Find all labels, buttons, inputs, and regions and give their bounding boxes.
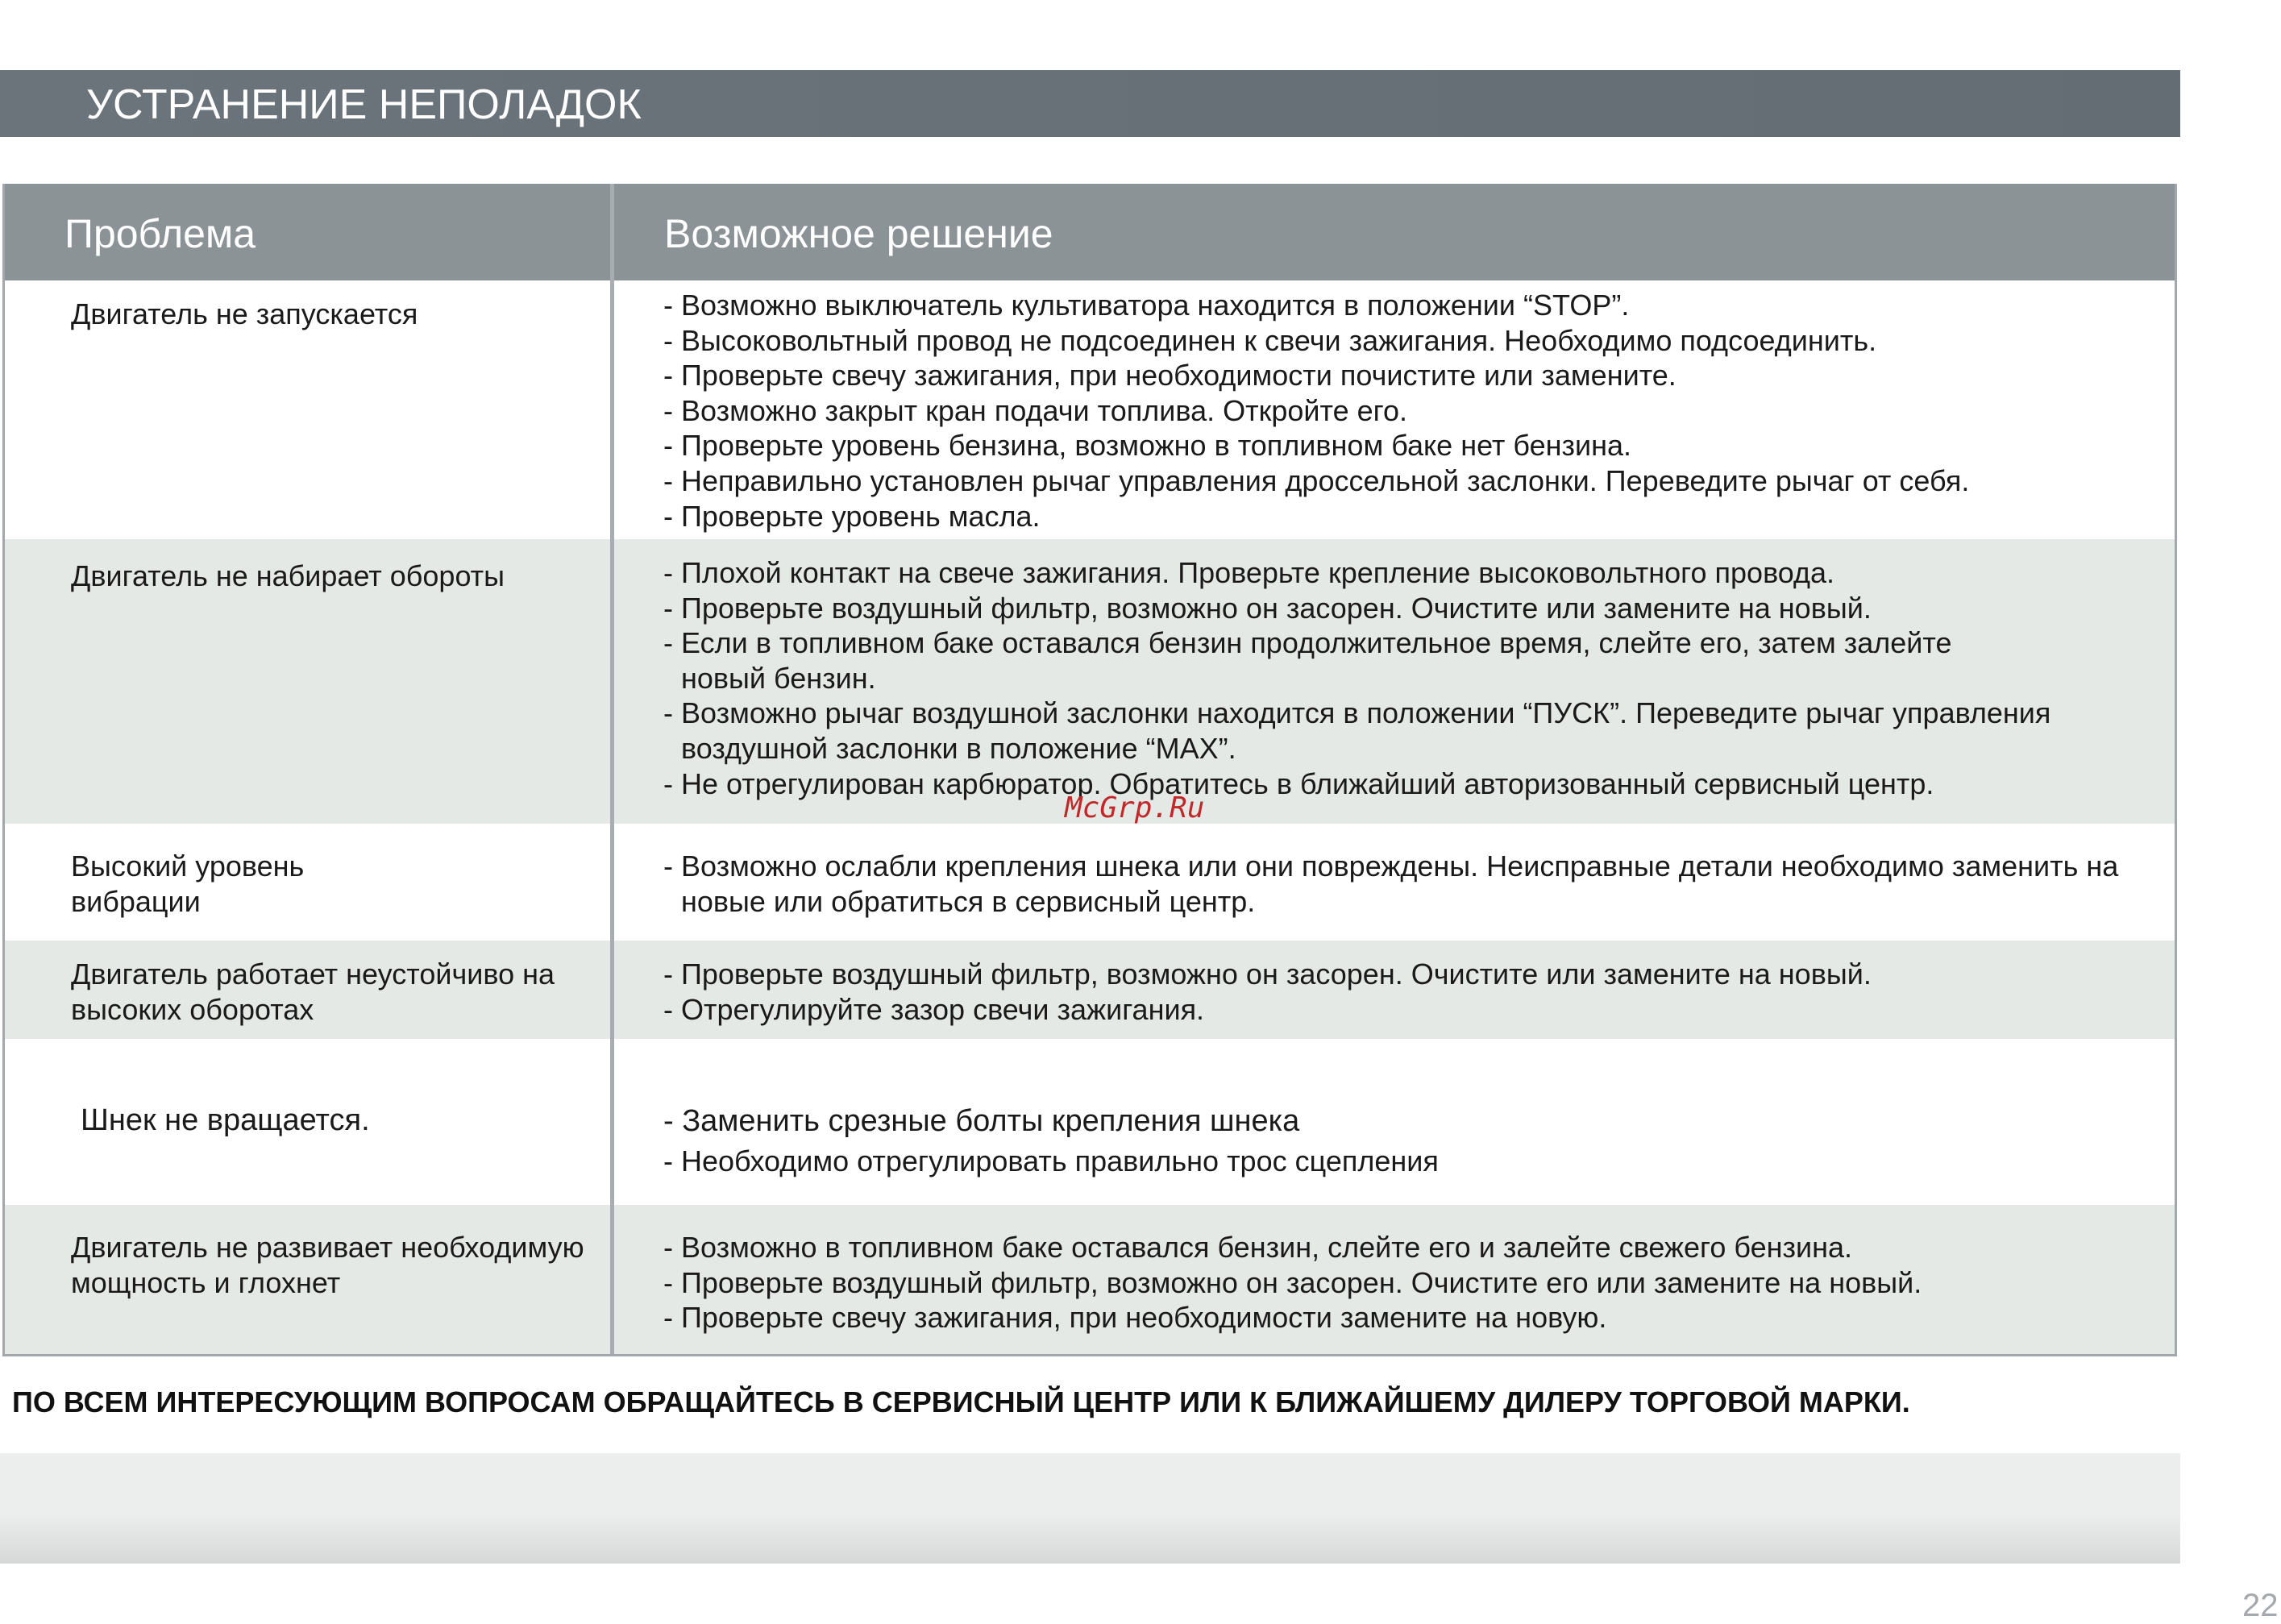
solution-list	[663, 555, 2163, 801]
footer-note: ПО ВСЕМ ИНТЕРЕСУЮЩИМ ВОПРОСАМ ОБРАЩАЙТЕСЬ В СЕРВИСНЫЙ ЦЕНТР ИЛИ К БЛИЖАЙШЕМУ ДИЛЕРУ ТОРГОВОЙ МАРКИ.	[12, 1385, 1910, 1418]
watermark: McGrp.Ru	[1065, 791, 1205, 824]
solution-item: - Высоковольтный провод не подсоединен к свечи зажигания. Необходимо подсоединить.	[663, 323, 1877, 357]
table-row	[5, 1205, 2175, 1354]
table-row	[5, 280, 2175, 563]
column-header-problem: Проблема	[64, 211, 256, 256]
solution-item: - Отрегулируйте зазор свечи зажигания.	[663, 992, 1205, 1026]
solution-item: - Проверьте уровень бензина, возможно в топливном баке нет бензина.	[663, 429, 1632, 463]
problem-cell: Высокий уровень вибрации	[71, 849, 305, 918]
solution-item: - Возможно в топливном баке оставался бензин, слейте его и залейте свежего бензина.	[663, 1231, 1853, 1264]
solution-list	[663, 849, 2163, 919]
solution-item: - Проверьте уровень масла.	[663, 499, 1041, 533]
solution-item: - Плохой контакт на свече зажигания. Проверьте крепление высоковольтного провода.	[663, 556, 1835, 589]
solution-item: - Проверьте свечу зажигания, при необходимости замените на новую.	[663, 1301, 1607, 1335]
solution-item: - Заменить срезные болты крепления шнека	[663, 1104, 1300, 1138]
solution-item: - Проверьте воздушный фильтр, возможно он засорен. Очистите или замените на новый.	[663, 591, 1872, 625]
problem-cell: Двигатель не набирает обороты	[71, 559, 505, 592]
solution-item: - Проверьте свечу зажигания, при необходимости почистите или замените.	[663, 359, 1676, 393]
table-row	[5, 539, 2175, 824]
table-header	[5, 184, 2175, 280]
solution-list	[663, 288, 2163, 534]
problem-cell: Двигатель не развивает необходимую мощность и глохнет	[71, 1231, 584, 1299]
solution-item: - Возможно закрыт кран подачи топлива. Откройте его.	[663, 393, 1407, 427]
troubleshooting-table	[2, 184, 2177, 1356]
problem-cell: Шнек не вращается.	[81, 1103, 370, 1137]
solution-list	[663, 1101, 2163, 1182]
solution-item: - Необходимо отрегулировать правильно трос сцепления	[663, 1144, 1439, 1178]
table-row	[5, 941, 2175, 1039]
column-divider	[610, 184, 614, 1354]
title-bar	[0, 70, 2180, 137]
solution-item: - Возможно ослабли крепления шнека или они повреждены. Неисправные детали необходимо заменить на новые или обратиться в сервисный центр.	[663, 849, 2119, 918]
problem-cell: Двигатель не запускается	[71, 297, 418, 330]
solution-item: - Возможно рычаг воздушной заслонки находится в положении “ПУСК”. Переведите рычаг управления воздушной заслонки в положение “MAX”.	[663, 696, 2051, 765]
solution-list	[663, 957, 2163, 1027]
page-title: УСТРАНЕНИЕ НЕПОЛАДОК	[86, 81, 642, 128]
column-header-solution: Возможное решение	[664, 211, 1053, 256]
solution-item: - Не отрегулирован карбюратор. Обратитесь в ближайший авторизованный сервисный центр.	[663, 766, 1934, 800]
page-number: 22	[2242, 1588, 2279, 1623]
table-row	[5, 824, 2175, 941]
table-row	[5, 1039, 2175, 1205]
problem-cell: Двигатель работает неустойчиво на высоких оборотах	[71, 957, 555, 1026]
solution-item: - Если в топливном баке оставался бензин продолжительное время, слейте его, затем залейте новый бензин.	[663, 626, 1952, 695]
bottom-band	[0, 1453, 2180, 1564]
solution-item: - Проверьте воздушный фильтр, возможно он засорен. Очистите его или замените на новый.	[663, 1265, 1922, 1299]
solution-item: - Проверьте воздушный фильтр, возможно он засорен. Очистите или замените на новый.	[663, 957, 1872, 991]
solution-item: - Возможно выключатель культиватора находится в положении “STOP”.	[663, 289, 1630, 322]
solution-list	[663, 1230, 2163, 1335]
solution-item: - Неправильно установлен рычаг управления дроссельной заслонки. Переведите рычаг от себя.	[663, 463, 1970, 497]
